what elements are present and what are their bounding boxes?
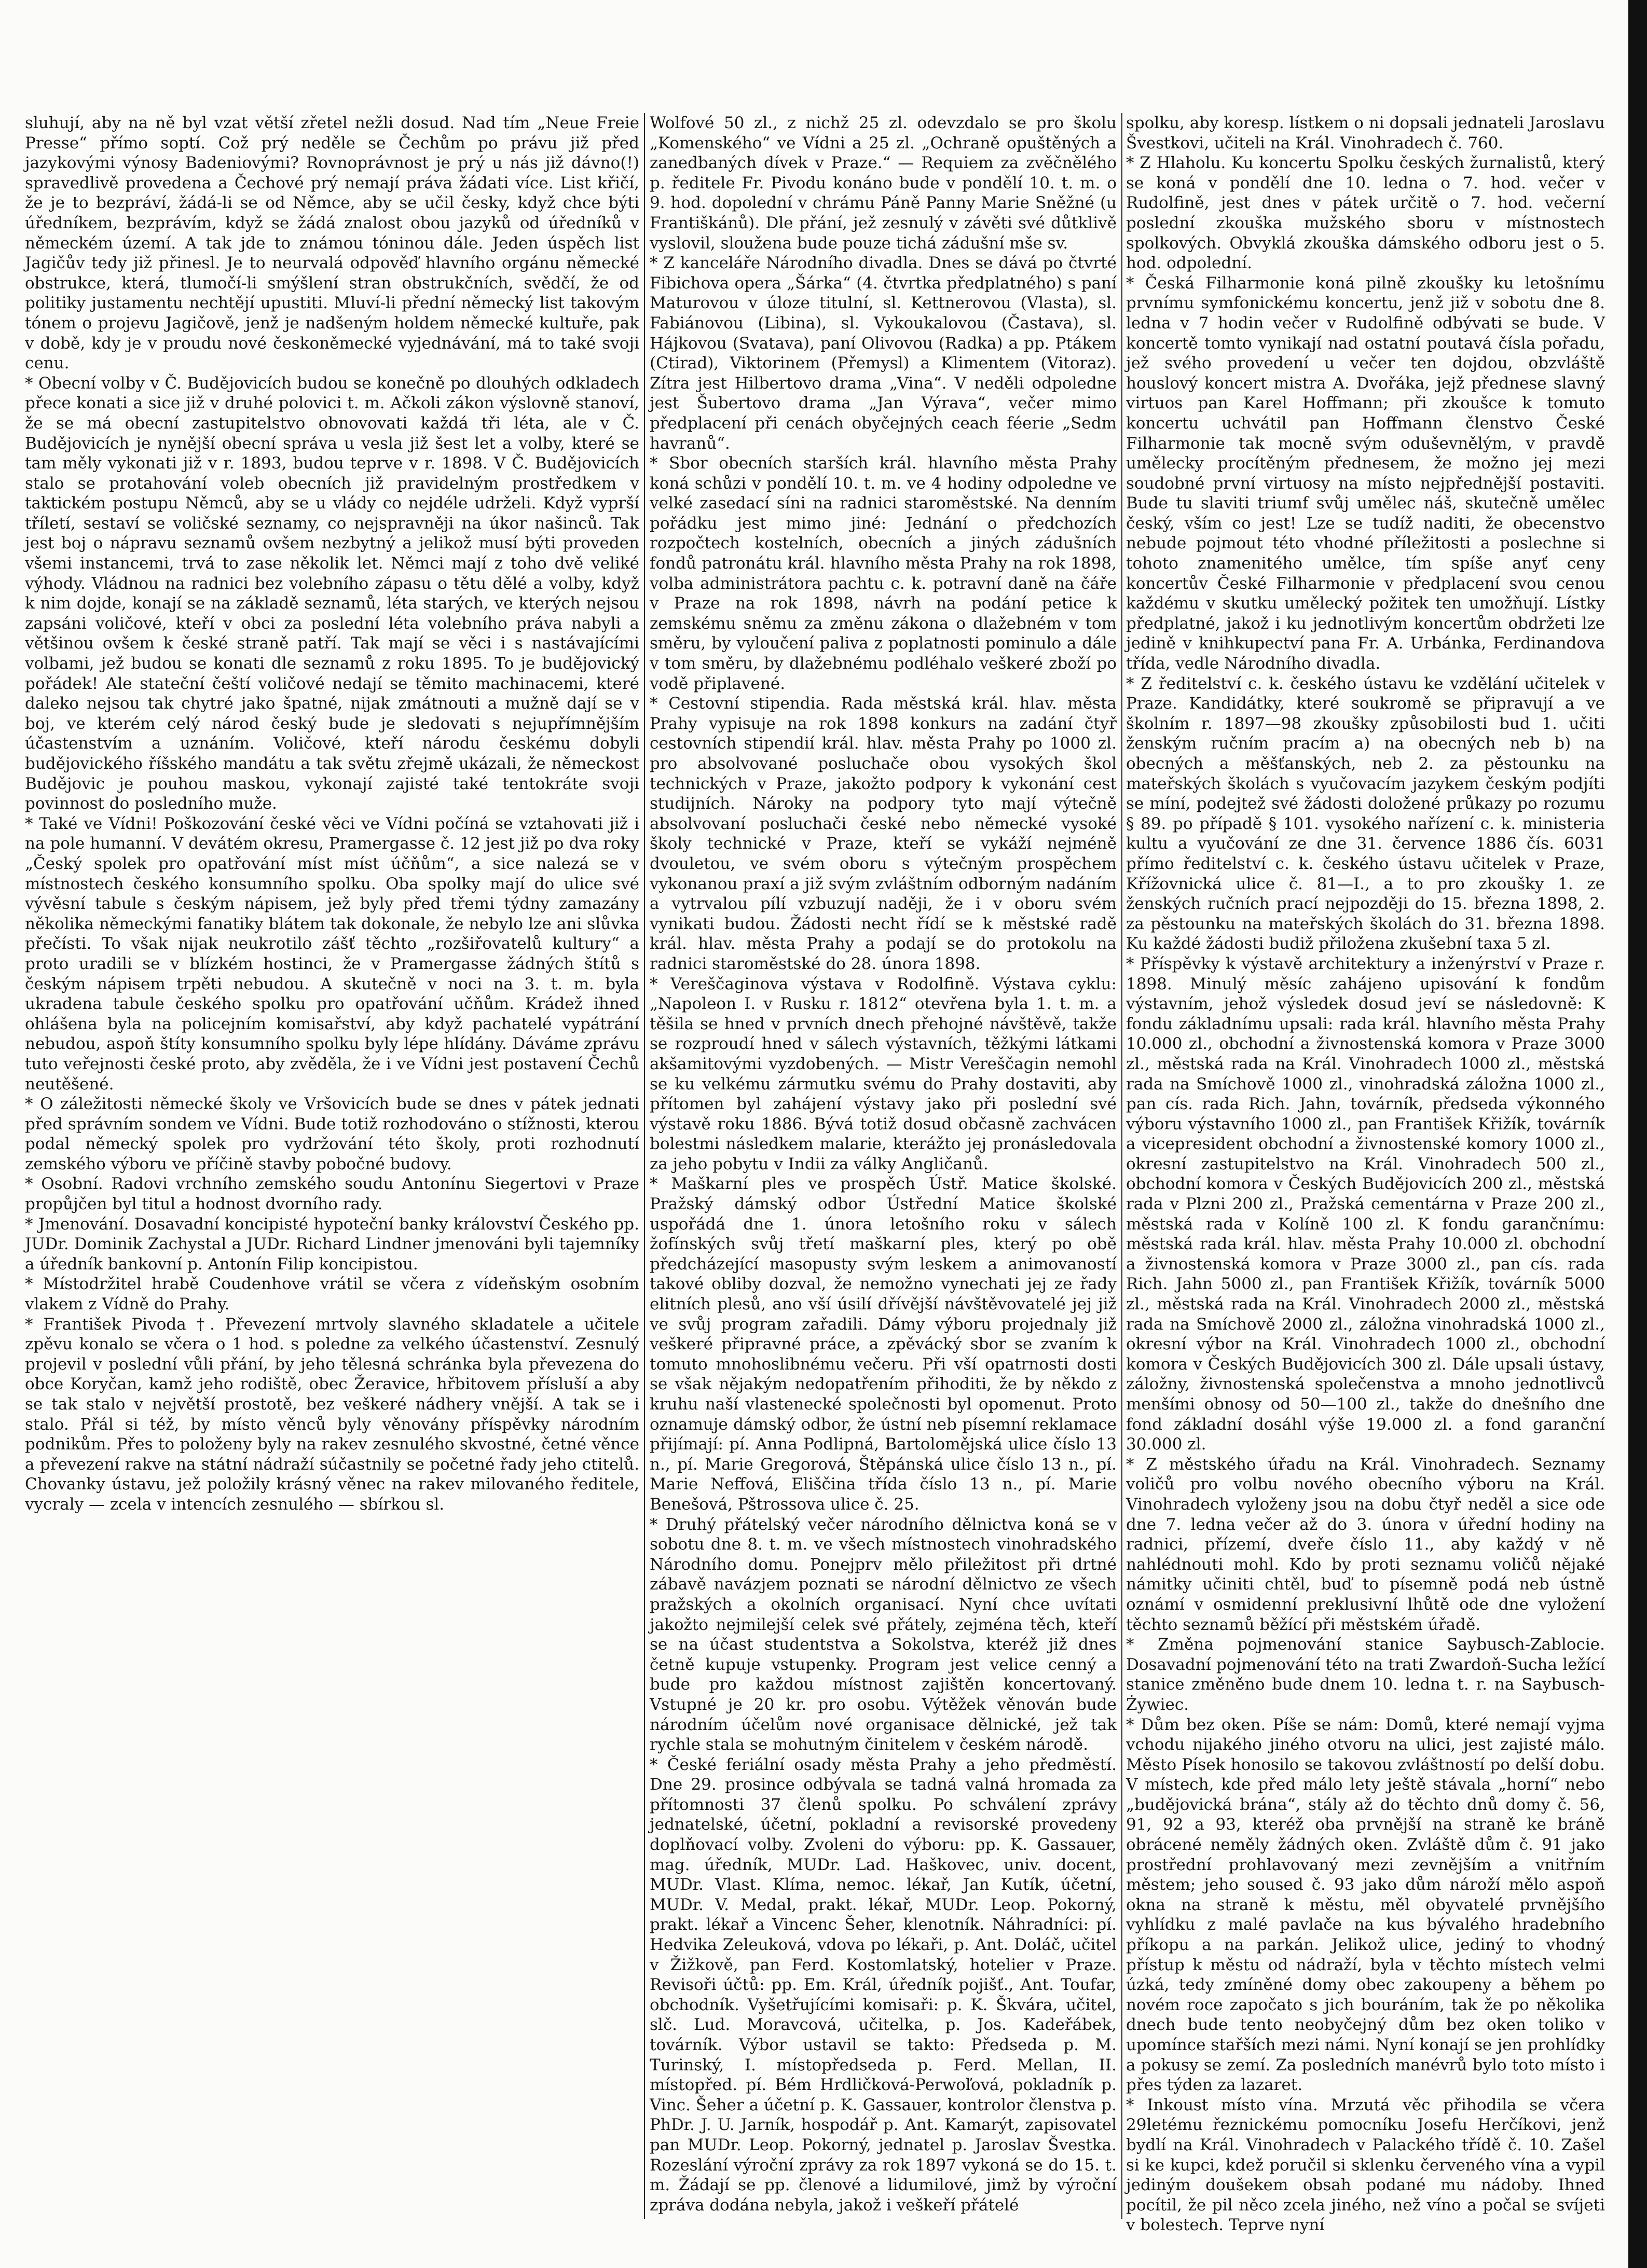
article-hlahol: * Z Hlaholu. Ku koncertu Spolku českých žurnalistů, který se koná v pondělí dne 10. ledna o 7. hod. večer v Rudolfině, jest dnes v pátek určitě o 7. hod. večerní poslední zkouška mužského sboru v místnostech spolkových. Obvyklá zkouška dámského odboru jest o 5. hod. odpolední. <box>1126 154 1605 273</box>
article-ustav-ucitelek: * Z ředitelství c. k. českého ústavu ke vzdělání učitelek v Praze. Kandidátky, které soukromě se připravují a ve školním r. 1897—98 zkoušky způsobilosti bud 1. učiti ženským ručním pracím a) na obecných neb b) na obecných a měšťanských, neb 2. za pěstounku na mateřských školách s vyučovacím jazykem českým podjíti se míní, podejtež své žádosti doložené průkazy po rozumu § 89. po případě § 101. vysokého nařízení c. k. ministeria kultu a vyučování ze dne 31. července 1886 čís. 6031 přímo ředitelství c. k. českého ústavu učitelek v Praze, Křížovnická ulice č. 81—I., a to pro zkoušky 1. ze ženských ručních prací nejpozději do 15. března 1898, 2. za pěstounku na mateřských školách do 31. března 1898. Ku každé žádosti budiž přiložena zkušební taxa 5 zl. <box>1126 674 1605 953</box>
article-obecni-volby: * Obecní volby v Č. Budějovicích budou se konečně po dlouhých odkladech přece konati a sice již v druhé polovici t. m. Ačkoli zákon výslovně stanoví, že se má obecní zastupitelstvo obnovovati každá tři léta, ale v Č. Budějovicích je nynější obecní správa u vesla již šest let a volby, které se tam měly vykonati již v r. 1893, budou teprve v r. 1898. V Č. Budějovicích stalo se protahování voleb obecních již pravidelným prostředkem v taktickém postupu Němců, aby se u vlády co nejdéle udrželi. Když vyprší tříletí, sestaví se voličské seznamy, co nejspravněji na úkor našinců. Tak jest boj o nápravu seznamů ovšem nezbytný a jelikož musí býti proveden všemi instancemi, trvá to zase několik let. Němci mají z toho dvě veliké výhody. Vládnou na radnici bez volebního zápasu o tětu dělé a volby, když k nim dojde, konají se na základě seznamů, léta starých, ve kterých nejsou zapsáni voličové, kteří v obci za poslední léta volebního práva nabyli a většinou ovšem k české straně patří. Tak mají se věci i s nastávajícími volbami, jež budou se konati dle seznamů z roku 1895. To je budějovický pořádek! Ale stateční čeští voličové nedají se těmito machinacemi, které daleko nejsou tak chytré jako špatné, nijak zmátnouti a mužně dají se v boj, ve kterém celý národ český bude je sledovati s nejupřímnějším účastenstvím a uznáním. Voličové, kteří národu českému dobyli budějovického říšského mandátu a tak světu zřejmě ukázali, že německost Budějovic je pouhou maskou, vykonají zajisté také tentokráte svoji povinnost do posledního muže. <box>25 374 639 813</box>
article-cestovni-stipendia: * Cestovní stipendia. Rada městská král. hlav. města Prahy vypisuje na rok 1898 konkurs na zadání čtyř cestovních stipendií král. hlav. města Prahy po 1000 zl. pro absolvované posluchače obou vysokých škol technických v Praze, jakožto podpory k vykonání cest studijních. Nároky na podpory tyto mají výtečně absolvovaní posluchači české nebo německé vysoké školy technické v Praze, kteří se vykáží nejméně dvouletou, ve svém oboru s výtečným prospěchem vykonanou praxí a již svým zvláštním odborným nadáním a vytrvalou pílí vzbuzují naději, že i v oboru svém vynikati budou. Žádosti necht řídí se k městské radě král. hlav. města Prahy a podají se do protokolu na radnici staroměstské do 28. února 1898. <box>650 694 1117 973</box>
article-mistodrzitel: * Místodržitel hrabě Coudenhove vrátil se včera z vídeňským osobním vlakem z Vídně do Prahy. <box>25 1275 639 1314</box>
article-pratelsky-vecer: * Druhý přátelský večer národního dělnictva koná se v sobotu dne 8. t. m. ve všech místnostech vinohradského Národního domu. Ponejprv mělo přiležitost při drtné zábavě navázjem poznati se národní dělnictvo ze všech pražských a okolních organisací. Nyní chce uvítati jakožto nejmilejší celek své přátely, zejména těch, kteří se na účast studentstva a Sokolstva, kteréž již dnes četně kupuje vstupenky. Program jest velice cenný a bude pro každou místnost zajištěn koncertovaný. Vstupné je 20 kr. pro osobu. Výtěžek věnován bude národním účelům nové organisace dělnické, jež tak rychle stala se mohutným činitelem v českém národě. <box>650 1515 1117 1754</box>
article-maskarni-ples: * Maškarní ples ve prospěch Ústř. Matice školské. Pražský dámský odbor Ústřední Matice školské uspořádá dne 1. února letošního roku v sálech žofínských svůj třetí maškarní ples, který po obě předcházející masopusty svým leskem a animovaností takové obliby dozval, že nemožno vynechati jej ze řady elitních plesů, ano vší úsilí dřívější návštěvovatelé jej již ve svůj program zařadili. Dámy výboru projednaly již veškeré připravné práce, a zpěvácký sbor se zvaním k tomuto mnohoslibnému večeru. Při vší opatrnosti dosti se však nějakým nedopatřením přihoditi, že by někdo z kruhu naší vlastenecké společnosti byl opomenut. Proto oznamuje dámský odbor, že ústní neb písemní reklamace přijímají: pí. Anna Podlipná, Bartolomějská ulice číslo 13 n., pí. Marie Gregorová, Štěpánská ulice číslo 13 n., pí. Marie Neffová, Eliščina třída číslo 13 n., pí. Marie Benešová, Pštrossova ulice č. 25. <box>650 1174 1117 1514</box>
column-rule <box>644 113 645 2219</box>
article-take-ve-vidni: * Také ve Vídni! Poškozování české věci ve Vídni počíná se vztahovati již i na pole humanní. V devátém okresu, Pramergasse č. 12 jest již po dva roky „Český spolek pro opatřování míst míst účňům“, a sice nalezá se v místnostech českého konsumního spolku. Oba spolky mají do ulice své vývěsní tabule s českým nápisem, jež byly před třemi týdny zamazány několika německými fanatiky blátem tak dokonale, že nebylo lze ani slůvka přečísti. To však nijak neukrotilo zášť těchto „rozšiřovatelů kultury“ a proto uradili se v blízkém hostinci, že v Pramergasse žádných štítů s českým nápisem trpěti nebudou. A skutečně v noci na 3. t. m. byla ukradena tabule českého spolku pro opatřování učňům. Krádež ihned ohlášena byla na policejním komisařství, aby když pachatelé vypátrání nebudou, aspoň štíty konsumního spolku byly lépe hlídány. Dáváme zprávu tuto veřejnosti české proto, aby zvěděla, že i ve Vídni jest postavení Čechů neutěšené. <box>25 814 639 1094</box>
article-jmenovani: * Jmenování. Dosavadní koncipisté hypoteční banky království Českého pp. JUDr. Dominik Zachystal a JUDr. Richard Lindner jmenováni byli tajemníky a úředník bankovní p. Antonín Filip koncipistou. <box>25 1214 639 1274</box>
article-inkoust-misto-vina: * Inkoust místo vína. Mrzutá věc přihodila se včera 29letému řeznickému pomocníku Josefu Herčíkovi, jenž bydlí na Král. Vinohradech v Palackého třídě č. 10. Zašel si ke kupci, kdež poručil si sklenku červeného vína a vypil jediným doušekem obsah podané mu nádoby. Ihned pocítil, že pil něco zcela jiného, než víno a počal se svíjeti v bolestech. Teprve nyní <box>1126 2095 1605 2235</box>
article-continuation: sluhují, aby na ně byl vzat větší zřetel nežli dosud. Nad tím „Neue Freie Presse“ přímo soptí. Což prý neděle se Čechům po právu již před jazykovými výnosy Badeniovými? Rovnoprávnost je prý u nás již dávno(!) spravedlivě provedena a Čechové prý nemají práva žádati více. List křičí, že je to bezpráví, žádá-li se od Němce, aby se učil česky, když chce býti úředníkem, bezprávím, když se žádá znalost obou jazyků od úředníků v německém území. A tak jde to známou tóninou dále. Jeden úspěch list Jagičův tedy již přinesl. Je to neurvalá odpověď hlavního orgánu německé obstrukce, která, tlumočí-li smýšlení stran obstrukčních, svědčí, že od politiky justamentu nechtějí upustiti. Mluví-li přední německý list takovým tónem o projevu Jagičově, jenž je nadšeným holdem německé kultuře, pak v době, kdy je v proudu nové českoněmecké vyjednávání, má to také svoji cenu. <box>25 114 639 373</box>
article-narodni-divadlo: * Z kanceláře Národního divadla. Dnes se dává po čtvrté Fibichova opera „Šárka“ (4. čtvrtka předplatného) s paní Maturovou v úloze titulní, sl. Kettnerovou (Vlasta), sl. Fabiánovou (Libina), sl. Vykoukalovou (Častava), sl. Hájkovou (Svatava), paní Olivovou (Radka) a pp. Ptákem (Ctirad), Viktorinem (Přemysl) a Klimentem (Vitoraz). Zítra jest Hilbertovo drama „Vina“. V neděli odpoledne jest Šubertovo drama „Jan Výrava“, večer mimo předplacení při cenách obyčejných ceach féerie „Sedm havranů“. <box>650 254 1117 453</box>
article-zmena-pojmenovani: * Změna pojmenování stanice Saybusch-Zablocie. Dosavadní pojmenování této na trati Zwardoň-Sucha ležící stanice změněno bude dnem 10. ledna t. r. na Saybusch-Żywiec. <box>1126 1635 1605 1714</box>
article-continuation: Wolfové 50 zl., z nichž 25 zl. odevzdalo se pro školu „Komenského“ ve Vídni a 25 zl. „Ochraně opuštěných a zanedbaných dívek v Praze.“ — Requiem za zvěčnělého p. ředitele Fr. Pivodu konáno bude v pondělí 10. t. m. o 9. hod. dopolední v chrámu Páně Panny Marie Sněžné (u Františkánů). Dle přání, jež zesnulý v závěti své důtklivě vyslovil, sloužena bude pouze tichá zádušní mše sv. <box>650 114 1117 253</box>
article-osobni: * Osobní. Radovi vrchního zemského soudu Antonínu Siegertovi v Praze propůjčen byl titul a hodnost dvorního rady. <box>25 1174 639 1214</box>
article-nemecka-skola: * O záležitosti německé školy ve Vršovicích bude se dnes v pátek jednati před správním sondem ve Vídni. Bude totiž rozhodováno o stížnosti, kterou podal německý spolek pro vydržování této školy, proti rozhodnutí zemského výboru ve příčině stavby pobočné budovy. <box>25 1095 639 1173</box>
scan-edge <box>1628 0 1647 2268</box>
article-sbor-obecnich-starsich: * Sbor obecních starších král. hlavního města Prahy koná schůzi v pondělí 10. t. m. ve 4 hodiny odpoledne ve velké zasedací síni na radnici staroměstské. Na denním pořádku jest mimo jiné: Jednání o předchozích rozpočtech kostelních, obecních a jiných zádušních fondů patronátu král. hlavního města Prahy na rok 1898, volba administrátora pachtu c. k. potravní daně na čáře v Praze na rok 1898, návrh na podání petice k zemskému sněmu za změnu zákona o dlažebném v tom směru, by vyloučení paliva z poplatnosti pominulo a dále v tom směru, by dlažebnému podléhalo veškeré zboží po vodě připlavené. <box>650 454 1117 693</box>
article-continuation: spolku, aby koresp. lístkem o ni dopsali jednateli Jaroslavu Švestkovi, učiteli na Král. Vinohradech č. 760. <box>1126 114 1605 153</box>
article-ferialni-osady: * České feriální osady města Prahy a jeho předměstí. Dne 29. prosince odbývala se tadná valná hromada za přítomnosti 37 členů spolku. Po schválení zprávy jednatelské, účetní, pokladní a revisorské provedeny doplňovací volby. Zvoleni do výboru: pp. K. Gassauer, mag. úředník, MUDr. Lad. Haškovec, univ. docent, MUDr. Vlast. Klíma, nemoc. lékař, Jan Kutík, účetní, MUDr. V. Medal, prakt. lékař, MUDr. Leop. Pokorný, prakt. lékař a Vincenc Šeher, klenotník. Náhradníci: pí. Hedvika Zeleuková, vdova po lékaři, p. Ant. Doláč, učitel v Žižkově, pan Ferd. Kostomlatský, hotelier v Praze. Revisoři účtů: pp. Em. Král, úředník pojišť., Ant. Toufar, obchodník. Vyšetřujícími komisaři: p. K. Škvára, učitel, slč. Lud. Moravcová, učitelka, p. Jos. Kadeřábek, továrník. Výbor ustavil se takto: Předseda p. M. Turinský, I. místopředseda p. Ferd. Mellan, II. místopřed. pí. Bém Hrdličková-Perwoľová, pokladník p. Vinc. Šeher a účetní p. K. Gassauer, kontrolor členstva p. PhDr. J. U. Jarník, hospodář p. Ant. Kamarýt, zapisovatel pan MUDr. Leop. Pokorný, jednatel p. Jaroslav Švestka. Rozeslání výroční zprávy za rok 1897 vykoná se do 15. t. m. Žádají se pp. členové a lidumilové, jimž by výroční zpráva dodána nebyla, jakož i veškeří přátelé <box>650 1755 1117 2215</box>
article-mestsky-urad: * Z městského úřadu na Král. Vinohradech. Seznamy voličů pro volbu nového obecního výboru na Král. Vinohradech vyloženy jsou na dobu čtyř neděl a sice ode dne 7. ledna večer až do 3. února v úřední hodiny na radnici, přízemí, dveře číslo 11., aby každý v ně nahlédnouti mohl. Kdo by proti seznamu voličů nějaké námitky učiniti chtěl, buď to písemně podá neb ústně oznámí v osmidenní preklusivní lhůtě ode dne vyložení těchto seznamů běžící při městském úřadě. <box>1126 1455 1605 1634</box>
article-vystava-architektury: * Příspěvky k výstavě architektury a inženýrství v Praze r. 1898. Minulý měsíc zahájeno upisování k fondům výstavním, jehož výsledek dosud jeví se následovně: K fondu základnímu upsali: rada král. hlavního města Prahy 10.000 zl., obchodní a živnostenská komora v Praze 3000 zl., městská rada na Král. Vinohradech 1000 zl., městská rada na Smíchově 1000 zl., vinohradská záložna 1000 zl., pan cís. rada Rich. Jahn, továrník, předseda výkonného výboru výstavního 1000 zl., pan František Křižík, továrník a vicepresident obchodní a živnostenské komory 1000 zl., okresní zastupitelstvo na Král. Vinohradech 500 zl., obchodní komora v Českých Budějovicích 200 zl., městská rada v Plzni 200 zl., Pražská cementárna v Praze 200 zl., městská rada v Kolíně 100 zl. K fondu garančnímu: městská rada král. hlav. města Prahy 10.000 zl. obchodní a živnostenská komora v Praze 3000 zl., pan cís. rada Rich. Jahn 5000 zl., pan František Křižík, továrník 5000 zl., městská rada na Král. Vinohradech 2000 zl., městská rada na Smíchově 2000 zl., záložna vinohradská 1000 zl., okresní výbor na Král. Vinohradech 1000 zl., obchodní komora v Českých Budějovicích 300 zl. Dále upsali ústavy, záložny, živnostenská společenstva a mnoho jednotlivců menšími obnosy od 50—100 zl., takže do dnešního dne fond základní dosáhl výše 19.000 zl. a fond garanční 30.000 zl. <box>1126 954 1605 1454</box>
column-1 <box>25 113 639 2219</box>
article-verescaginova-vystava: * Vereščaginova výstava v Rodolfině. Výstava cyklu: „Napoleon I. v Rusku r. 1812“ otevřena byla 1. t. m. a těšila se hned v prvních dnech přehojné návštěvě, takže se rozproudí hned v sálech výstavních, těžkými látkami akšamitovými vyzdobených. — Mistr Vereščagin nemohl se ku velkému zármutku svému do Prahy dostaviti, aby přítomen byl zahájení výstavy jako při poslední své výstavě roku 1886. Bývá totiž dosud občasně zachvácen bolestmi následkem malarie, kterážto jej pronásledovala za jeho pobytu v Indii za války Angličanů. <box>650 974 1117 1173</box>
column-2 <box>650 113 1117 2219</box>
column-rule <box>1121 113 1122 2219</box>
article-frantisek-pivoda: * František Pivoda †. Převezení mrtvoly slavného skladatele a učitele zpěvu konalo se včera o 1 hod. s poledne za velkého účastenství. Zesnulý projevil v poslední vůli přání, by jeho tělesná schránka byla převezena do obce Koryčan, kamž jeho rodiště, obec Žeravice, hřbitovem přísluší a aby se tak stalo v největší prostotě, bez veškeré nádhery vnější. A tak se i stalo. Přál si též, by místo věnců byly věnovány příspěvky národním podnikům. Přes to položeny byly na rakev zesnulého skvostné, četné věnce a převezení rakve na státní nádraží súčastnily se početné řady jeho ctitelů. Chovanky ústavu, jež položily krásný věnec na rakev milovaného ředitele, vycraly — zcela v intencích zesnulého — sbírkou sl. <box>25 1315 639 1514</box>
article-dum-bez-oken: * Dům bez oken. Píše se nám: Domů, které nemají vyjma vchodu nijakého jiného otvoru na ulici, jest zajisté málo. Město Písek honosilo se takovou zvláštností po delší dobu. V místech, kde před málo lety ještě stávala „horní“ nebo „budějovická brána“, stály až do těchto dnů domy č. 56, 91, 92 a 93, kteréž oba prvnější na straně ke bráně obrácené neměly žádných oken. Zvláště dům č. 91 jako prostřední prohlavovaný mezi zevnějším a vnitřním městem; jeho soused č. 93 jako dům nároží mělo aspoň okna na straně k městu, měl obyvatelé prvnějšího vyhlídku z malé pavlače na kus bývalého hradebního příkopu a na parkán. Jelikož ulice, jediný to vhodný přístup k městu od nádraží, byla v těchto místech velmi úzká, tedy zmíněné domy obec zakoupeny a během po novém roce započato s jich bouráním, tak že po několika dnech bude tento neobyčejný dům bez oken toliko v upomínce stařších mezi námi. Nyní konají se jen prohlídky a pokusy se zemí. Za posledních manévrů bylo toto místo i přes týden za lazaret. <box>1126 1715 1605 2095</box>
column-3 <box>1126 113 1605 2235</box>
article-ceska-filharmonie: * Česká Filharmonie koná pilně zkoušky ku letošnímu prvnímu symfonickému koncertu, jenž již v sobotu dne 8. ledna v 7 hodin večer v Rudolfině odbývati se bude. V koncertě tomto vynikají nad ostatní poutavá čísla pořadu, jež svého provedení u večer ten dojdou, obzvláště houslový koncert mistra A. Dvořáka, jejž přednese slavný virtuos pan Karel Hoffmann; při zkoušce k tomuto koncertu uchvátil pan Hoffmann členstvo České Filharmonie tak mocně svým oduševnělým, v pravdě umělecky procítěným přednesem, že možno jej mezi soudobné první virtuosy na místo nejpřednější postaviti. Bude tu slaviti triumf svůj umělec náš, skutečně umělec český, vším co jest! Lze se tudíž naditi, že obecenstvo nebude pojmout této vhodné příležitosti a poslechne si tohoto znamenitého umělce, tím spíše anyť ceny koncertův České Filharmonie v předplacení svou cenou každému v skutku umělecký požitek ten umožňují. Lístky předplatné, jakož i ku jednotlivým koncertům obdržeti lze jedině v knihkupectví pana Fr. A. Urbánka, Ferdinandova třída, vedle Národního divadla. <box>1126 273 1605 673</box>
